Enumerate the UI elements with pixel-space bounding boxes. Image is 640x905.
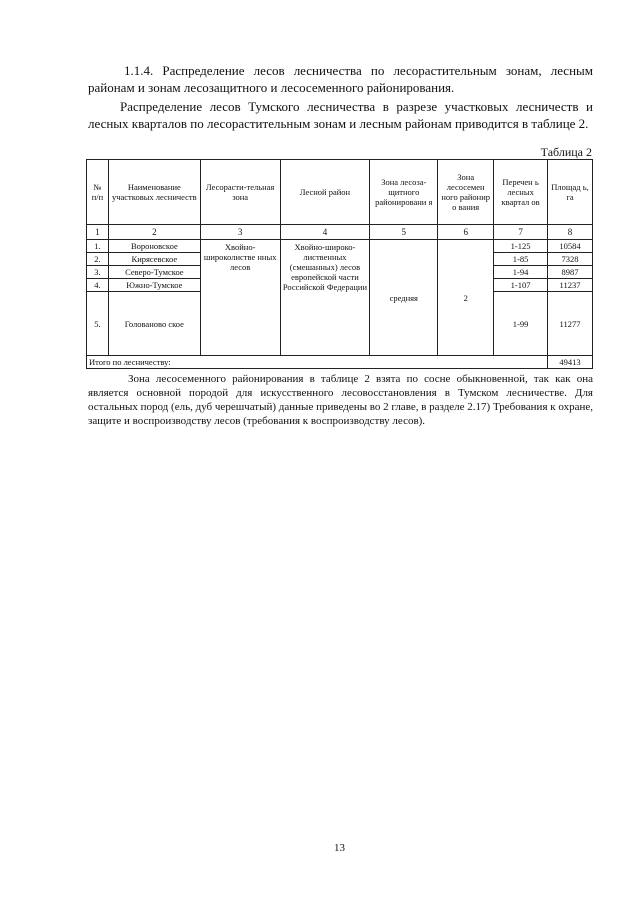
row-name: Вороновское: [108, 240, 200, 253]
row-name: Северо-Тумское: [108, 266, 200, 279]
row-area: 10584: [548, 240, 593, 253]
header-protection-zone: Зона лесоза-щитного районировани я: [370, 160, 438, 225]
row-name: Южно-Тумское: [108, 279, 200, 292]
row-num: 5.: [87, 292, 109, 356]
row-quarters: 1-85: [494, 253, 548, 266]
header-quarters: Перечен ь лесных квартал ов: [494, 160, 548, 225]
column-number: 6: [438, 225, 494, 240]
column-number: 7: [494, 225, 548, 240]
column-number: 1: [87, 225, 109, 240]
total-label: Итого по лесничеству:: [87, 356, 548, 369]
row-area: 7328: [548, 253, 593, 266]
row-num: 3.: [87, 266, 109, 279]
column-number-row: [87, 225, 593, 240]
row-num: 2.: [87, 253, 109, 266]
header-area: Площад ь, га: [548, 160, 593, 225]
section-heading: 1.1.4. Распределение лесов лесничества по лесорастительным зонам, лесным районам и зонам лесозащитного и лесосеменного районирования.: [88, 63, 593, 95]
row-name: Голованово ское: [108, 292, 200, 356]
column-number: 5: [370, 225, 438, 240]
header-forest-district: Лесной район: [280, 160, 370, 225]
column-number: 4: [280, 225, 370, 240]
shared-forest-zone: Хвойно-широколистве нных лесов: [200, 240, 280, 356]
header-name: Наименование участковых лесничеств: [108, 160, 200, 225]
row-quarters: 1-99: [494, 292, 548, 356]
total-row: [87, 356, 593, 369]
section-intro: Распределение лесов Тумского лесничества в разрезе участковых лесничеств и лесных кварталов по лесорастительным зонам и лесным районам приводится в таблице 2.: [88, 99, 593, 131]
row-name: Кирясевское: [108, 253, 200, 266]
header-seed-zone: Зона лесосемен ного районир о вания: [438, 160, 494, 225]
shared-seed-zone: 2: [438, 240, 494, 356]
table-row: [87, 240, 593, 253]
table-note: Зона лесосеменного районирования в таблице 2 взята по сосне обыкновенной, так как она является основной породой для искусственного лесовосстановления в Тумском лесничестве. Для остальных пород (ель, дуб черешчатый) данные приведены во 2 главе, в разделе 2.17) Требования к охране, защите и воспроизводству лесов (требования к воспроизводству лесов).: [88, 373, 593, 427]
row-area: 11277: [548, 292, 593, 356]
page-number: 13: [334, 842, 345, 854]
row-area: 8987: [548, 266, 593, 279]
shared-forest-district: Хвойно-широко-лиственных (смешанных) лесов европейской части Российской Федерации: [280, 240, 370, 356]
row-num: 1.: [87, 240, 109, 253]
row-quarters: 1-125: [494, 240, 548, 253]
column-number: 2: [108, 225, 200, 240]
total-value: 49413: [548, 356, 593, 369]
header-num: № п/п: [87, 160, 109, 225]
shared-protection-zone: средняя: [370, 240, 438, 356]
forest-distribution-table: [86, 159, 593, 369]
header-forest-zone: Лесорасти-тельная зона: [200, 160, 280, 225]
row-quarters: 1-107: [494, 279, 548, 292]
table-caption: Таблица 2: [540, 145, 592, 159]
row-num: 4.: [87, 279, 109, 292]
table-header-row: [87, 160, 593, 225]
row-area: 11237: [548, 279, 593, 292]
row-quarters: 1-94: [494, 266, 548, 279]
column-number: 3: [200, 225, 280, 240]
column-number: 8: [548, 225, 593, 240]
